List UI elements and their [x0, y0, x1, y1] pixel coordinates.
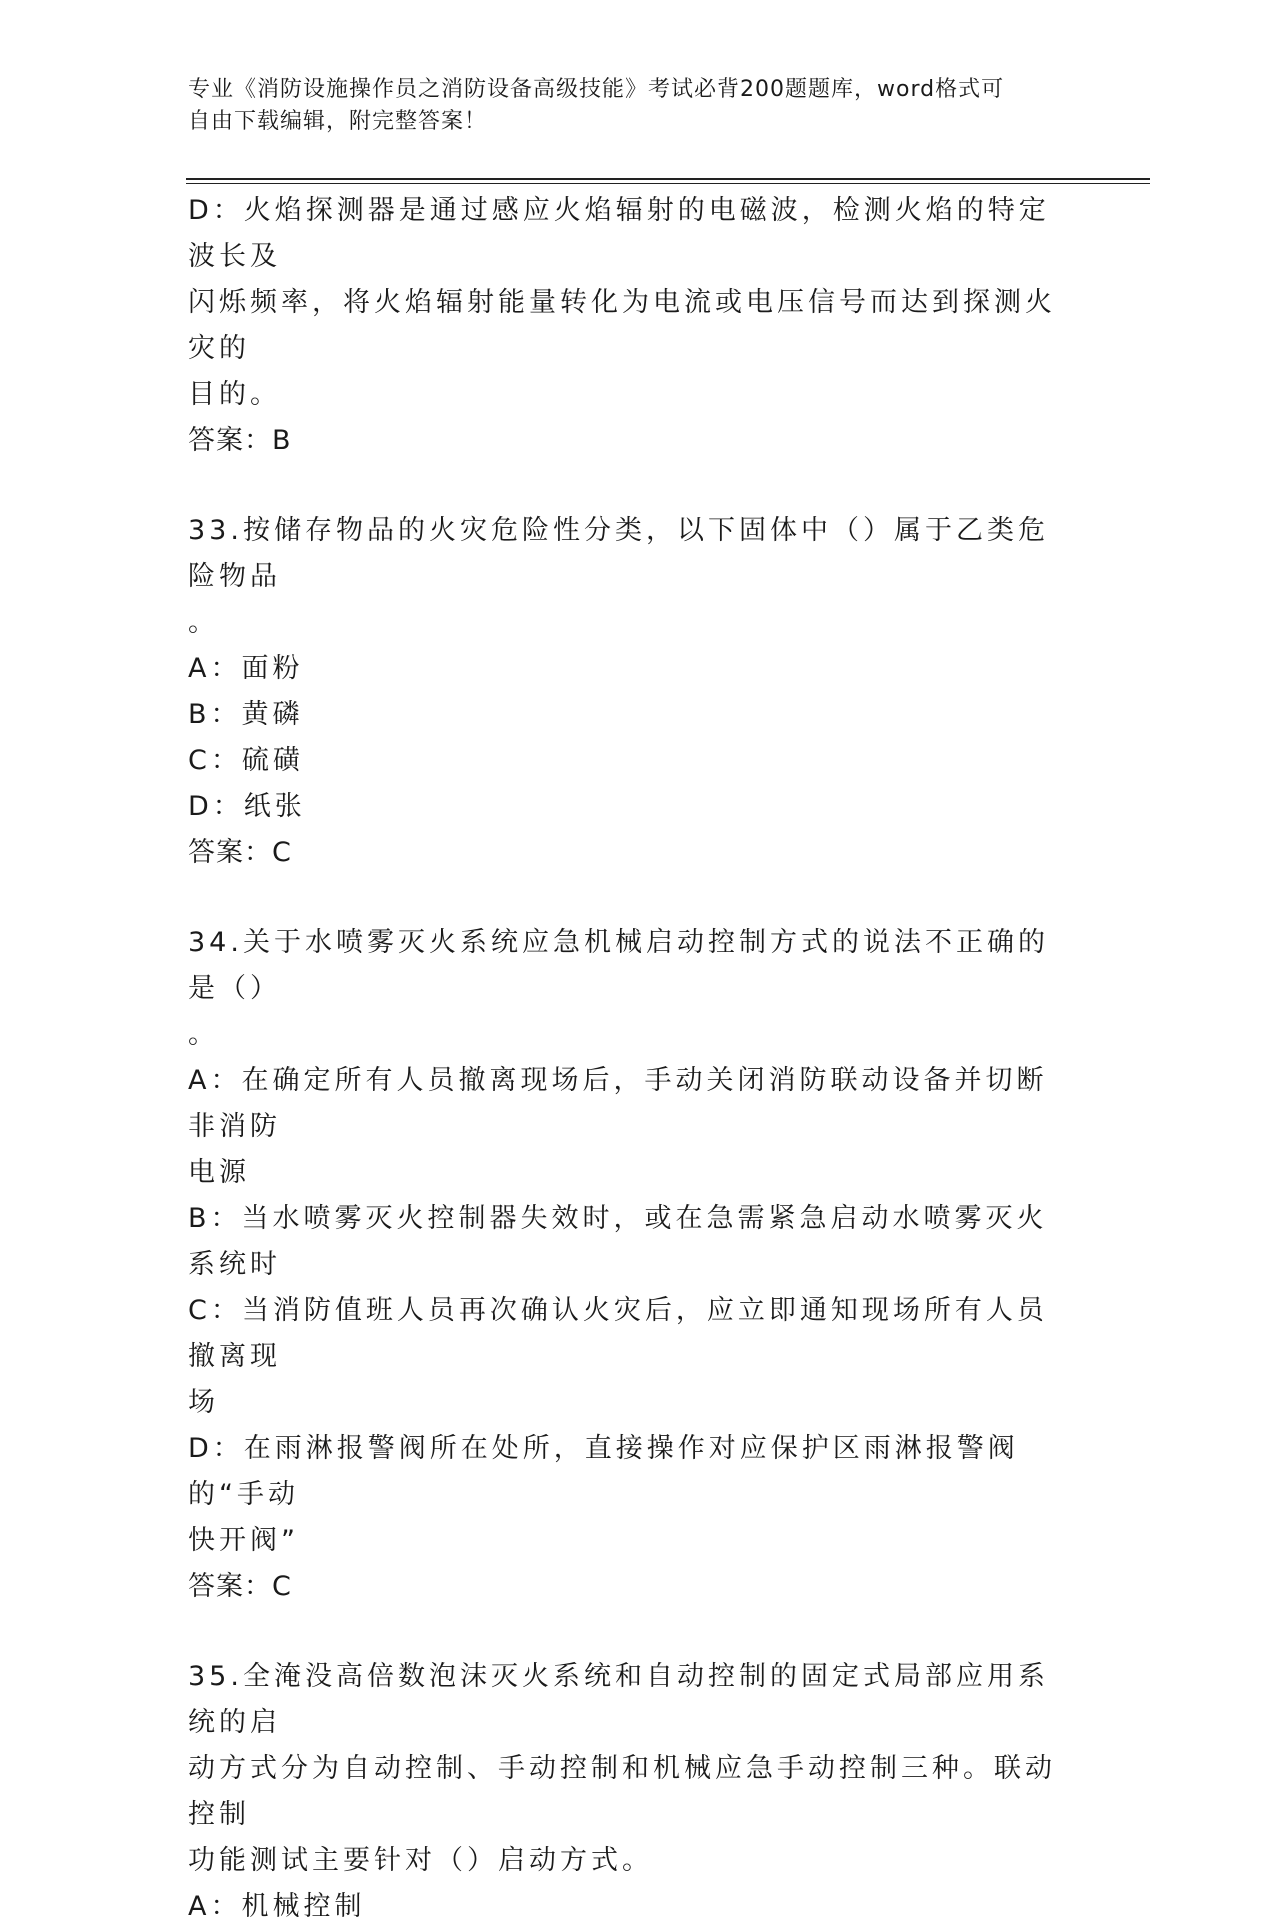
answer: 答案：B [188, 425, 292, 456]
option-a: A：机械控制 [188, 1891, 366, 1922]
question-stem-line-2: 动方式分为自动控制、手动控制和机械应急手动控制三种。联动控制 [188, 1753, 1056, 1830]
option-d-line-2: 快开阀” [188, 1525, 299, 1556]
question-stem-line-1: 35.全淹没高倍数泡沫灭火系统和自动控制的固定式局部应用系统的启 [188, 1661, 1049, 1738]
answer: 答案：C [188, 1571, 292, 1602]
option-d-line-3: 目的。 [188, 379, 281, 410]
option-a: A：面粉 [188, 653, 304, 684]
option-d-line-1: D：在雨淋报警阀所在处所，直接操作对应保护区雨淋报警阀的“手动 [188, 1433, 1019, 1510]
spacer [188, 1610, 1078, 1654]
option-b: B：当水喷雾灭火控制器失效时，或在急需紧急启动水喷雾灭火系统时 [188, 1203, 1048, 1280]
option-d: D：纸张 [188, 791, 306, 822]
header-divider-thick [186, 178, 1150, 180]
question-stem-line-1: 34.关于水喷雾灭火系统应急机械启动控制方式的说法不正确的是（） [188, 927, 1049, 1004]
question-stem-line-1: 33.按储存物品的火灾危险性分类，以下固体中（）属于乙类危险物品 [188, 515, 1049, 592]
question-stem-line-2: 。 [188, 607, 219, 638]
document-body [188, 188, 1078, 1930]
question-35 [188, 1654, 1078, 1930]
header-divider-thin [186, 183, 1150, 184]
option-d-line-1: D：火焰探测器是通过感应火焰辐射的电磁波，检测火焰的特定波长及 [188, 195, 1050, 272]
option-d-line-2: 闪烁频率，将火焰辐射能量转化为电流或电压信号而达到探测火灾的 [188, 287, 1056, 364]
question-32-tail [188, 188, 1078, 464]
question-stem-line-2: 。 [188, 1019, 219, 1050]
question-33 [188, 508, 1078, 876]
option-c: C：硫磺 [188, 745, 304, 776]
question-34 [188, 920, 1078, 1610]
header-line-1: 专业《消防设施操作员之消防设备高级技能》考试必背200题题库，word格式可 [188, 77, 1005, 102]
option-c-line-1: C：当消防值班人员再次确认火灾后，应立即通知现场所有人员撤离现 [188, 1295, 1048, 1372]
spacer [188, 876, 1078, 920]
header-line-2: 自由下载编辑，附完整答案！ [188, 109, 488, 134]
option-a-line-2: 电源 [188, 1157, 250, 1188]
question-stem-line-3: 功能测试主要针对（）启动方式。 [188, 1845, 653, 1876]
spacer [188, 464, 1078, 508]
option-c-line-2: 场 [188, 1387, 219, 1418]
option-b: B：黄磷 [188, 699, 304, 730]
page-header [188, 74, 1068, 138]
option-a-line-1: A：在确定所有人员撤离现场后，手动关闭消防联动设备并切断非消防 [188, 1065, 1048, 1142]
answer: 答案：C [188, 837, 292, 868]
